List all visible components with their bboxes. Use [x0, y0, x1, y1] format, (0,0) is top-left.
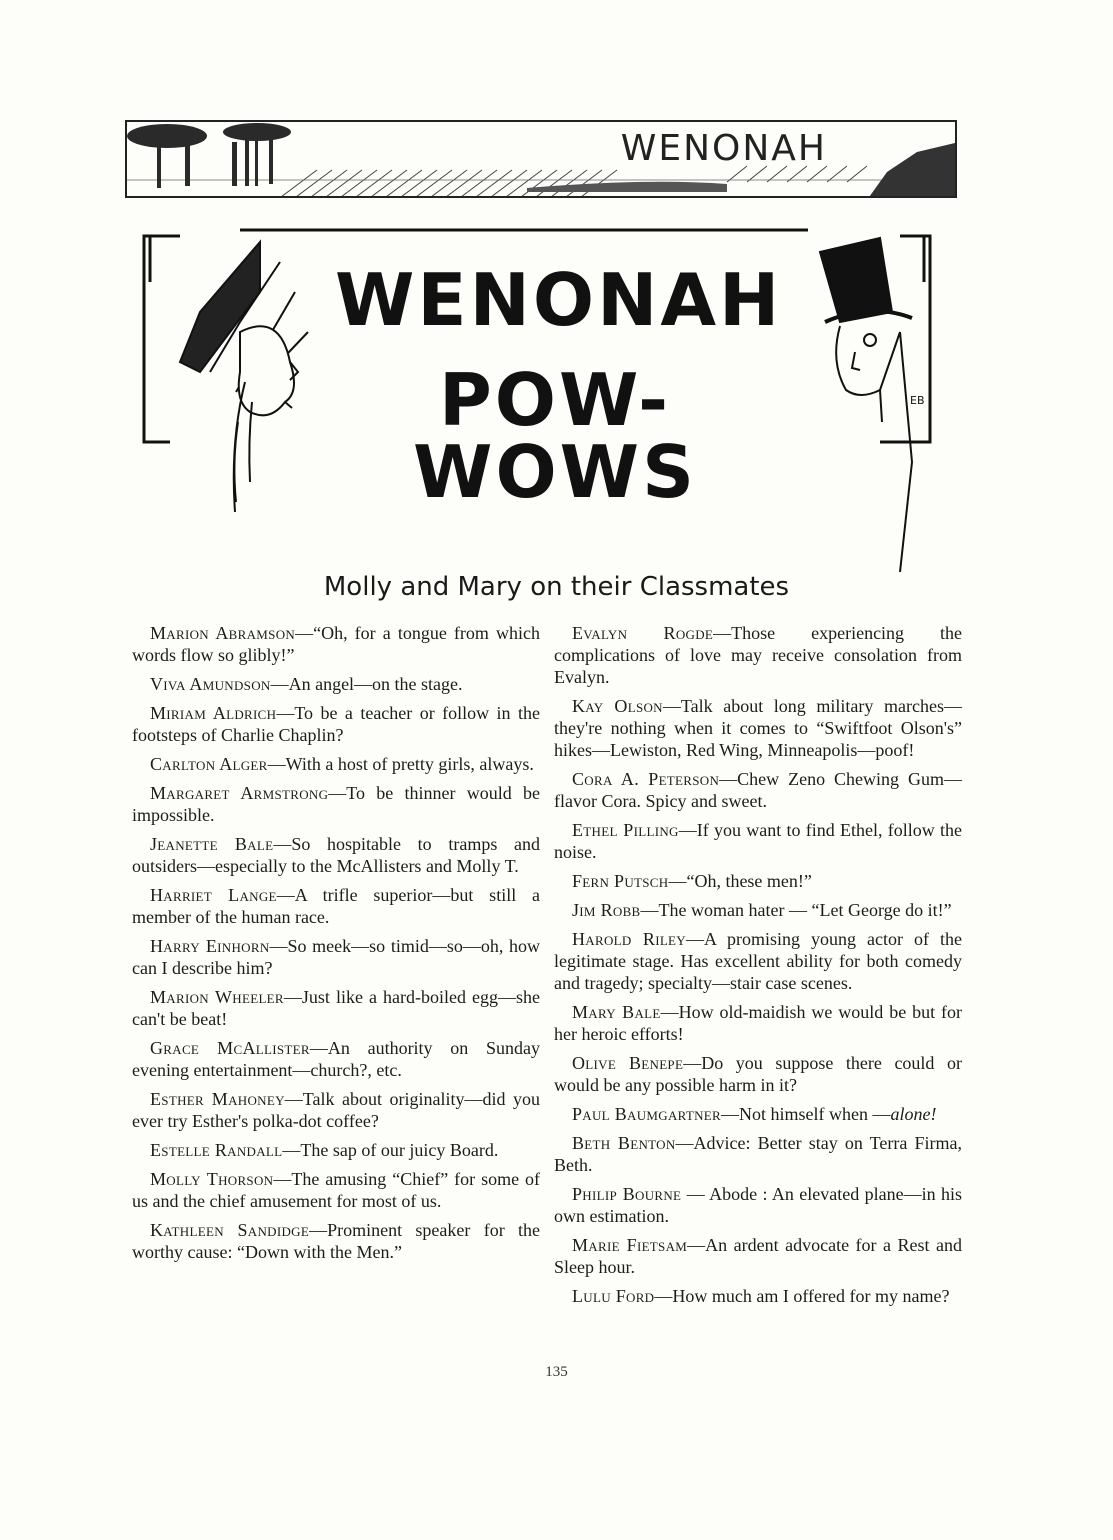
left-column: [132, 622, 540, 1270]
list-item: Viva Amundson—An angel—on the stage.: [150, 674, 463, 694]
banner-title: WENONAH: [620, 128, 827, 169]
list-item: Marion Abramson—“Oh, for a tongue from which words flow so glibly!”: [132, 623, 540, 665]
list-item: Fern Putsch—“Oh, these men!”: [572, 871, 812, 891]
banner: [125, 120, 957, 198]
header-title-line2: POW-WOWS: [413, 358, 697, 514]
right-column: [554, 622, 962, 1314]
list-item: Philip Bourne — Abode : An elevated plane—in his own estimation.: [554, 1184, 962, 1226]
list-item: Olive Benepe—Do you suppose there could or would be any possible harm in it?: [554, 1053, 962, 1095]
list-item: Paul Baumgartner—Not himself when —alone!: [572, 1104, 937, 1124]
list-item: Jim Robb—The woman hater — “Let George do it!”: [572, 900, 952, 920]
list-item: Mary Bale—How old-maidish we would be but for her heroic efforts!: [554, 1002, 962, 1044]
list-item: Carlton Alger—With a host of pretty girls, always.: [150, 754, 534, 774]
list-item: Lulu Ford—How much am I offered for my name?: [572, 1286, 950, 1306]
list-item: Harry Einhorn—So meek—so timid—so—oh, how can I describe him?: [132, 936, 540, 978]
list-item: Jeanette Bale—So hospitable to tramps and outsiders—especially to the McAllisters and Molly T.: [132, 834, 540, 876]
landscape-illustration: [127, 122, 957, 198]
list-item: Beth Benton—Advice: Better stay on Terra Firma, Beth.: [554, 1133, 962, 1175]
list-item: Esther Mahoney—Talk about originality—did you ever try Esther's polka-dot coffee?: [132, 1089, 540, 1131]
section-subtitle: Molly and Mary on their Classmates: [323, 572, 790, 602]
list-item: Grace McAllister—An authority on Sunday evening entertainment—church?, etc.: [132, 1038, 540, 1080]
svg-text:EB: EB: [910, 394, 925, 407]
list-item: Evalyn Rogde—Those experiencing the complications of love may receive consolation from Evalyn.: [554, 623, 962, 687]
page-number: 135: [545, 1364, 568, 1380]
list-item: Cora A. Peterson—Chew Zeno Chewing Gum—flavor Cora. Spicy and sweet.: [554, 769, 962, 811]
list-item: Marie Fietsam—An ardent advocate for a Rest and Sleep hour.: [554, 1235, 962, 1277]
list-item: Harold Riley—A promising young actor of the legitimate stage. Has excellent ability for both comedy and tragedy; specialty—stair case scenes.: [554, 929, 963, 993]
list-item: Kay Olson—Talk about long military marches—they're nothing when it comes to “Swiftfoot Olson's” hikes—Lewiston, Red Wing, Minneapolis—poof!: [554, 696, 962, 760]
list-item: Estelle Randall—The sap of our juicy Board.: [150, 1140, 499, 1160]
list-item: Molly Thorson—The amusing “Chief” for some of us and the chief amusement for most of us.: [132, 1169, 540, 1211]
list-item: Miriam Aldrich—To be a teacher or follow in the footsteps of Charlie Chaplin?: [132, 703, 540, 745]
list-item: Kathleen Sandidge—Prominent speaker for the worthy cause: “Down with the Men.”: [132, 1220, 540, 1262]
header-title-line1: WENONAH: [335, 258, 783, 342]
headdress-figure: [180, 242, 308, 512]
list-item: Margaret Armstrong—To be thinner would be impossible.: [132, 783, 540, 825]
top-hat-figure: [820, 238, 925, 572]
list-item: Ethel Pilling—If you want to find Ethel, follow the noise.: [554, 820, 962, 862]
list-item: Harriet Lange—A trifle superior—but still a member of the human race.: [132, 885, 540, 927]
list-item: Marion Wheeler—Just like a hard-boiled egg—she can't be beat!: [132, 987, 540, 1029]
